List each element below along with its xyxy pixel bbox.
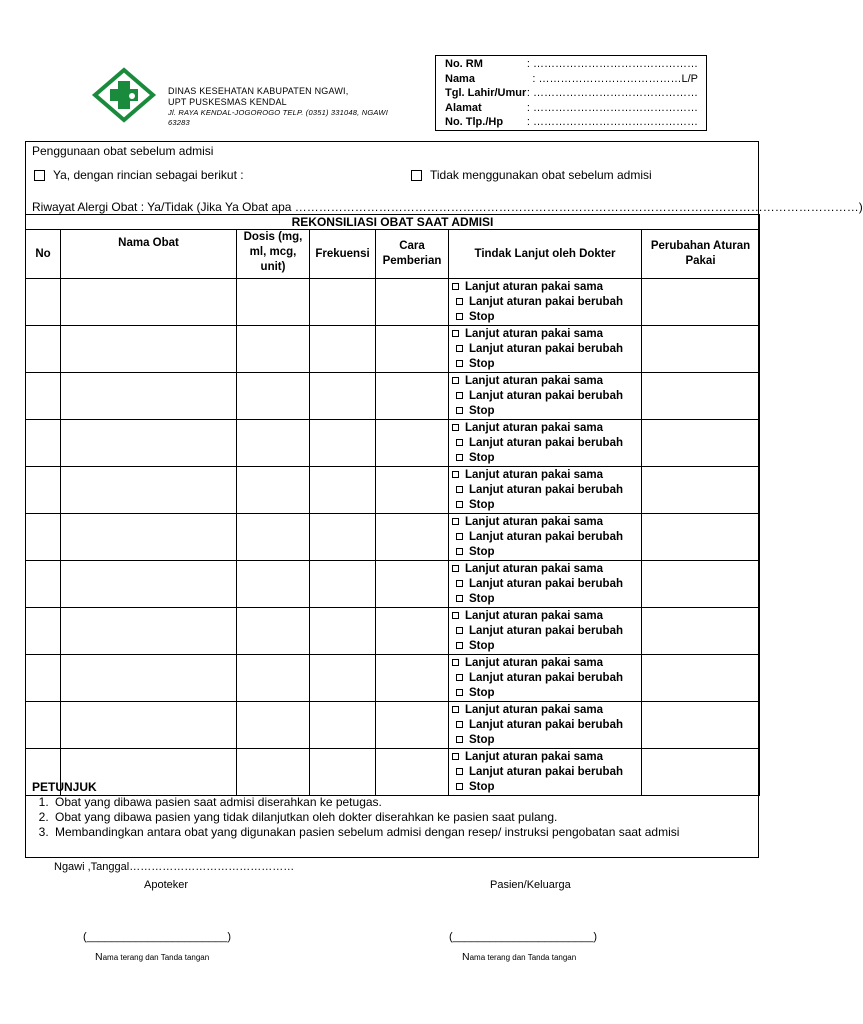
- followup-option[interactable]: [452, 483, 641, 498]
- patient-field-row: [445, 72, 698, 87]
- cell-route[interactable]: [376, 561, 449, 608]
- patient-field-row: [445, 57, 698, 72]
- caption-initial: N: [95, 951, 103, 963]
- address-line2: 63283: [168, 118, 190, 127]
- option-checkbox-icon[interactable]: [456, 627, 463, 634]
- patient-signature-line[interactable]: (_______________________): [449, 931, 598, 943]
- cell-rule-change[interactable]: [642, 514, 760, 561]
- patient-field-label: No. Tlp./Hp: [445, 116, 504, 129]
- cell-frequency[interactable]: [310, 514, 376, 561]
- followup-option[interactable]: [452, 545, 641, 560]
- cell-frequency[interactable]: [310, 561, 376, 608]
- followup-option[interactable]: [452, 624, 641, 639]
- address-line1: Jl. RAYA KENDAL-JOGOROGO TELP. (0351) 331048, NGAWI: [168, 108, 388, 117]
- followup-options: [449, 279, 641, 325]
- cell-route[interactable]: [376, 373, 449, 420]
- cell-rule-change[interactable]: [642, 373, 760, 420]
- section-title: Penggunaan obat sebelum admisi: [32, 144, 214, 158]
- followup-option[interactable]: [452, 451, 641, 466]
- followup-option[interactable]: [452, 515, 641, 530]
- cell-dose[interactable]: [237, 561, 310, 608]
- option-checkbox-icon[interactable]: [452, 424, 459, 431]
- followup-option-label: Lanjut aturan pakai berubah: [469, 484, 623, 496]
- option-checkbox-icon[interactable]: [452, 377, 459, 384]
- cell-no[interactable]: [26, 561, 61, 608]
- option-yes-label: Ya, dengan rincian sebagai berikut :: [53, 168, 244, 182]
- followup-option-label: Lanjut aturan pakai sama: [465, 375, 604, 387]
- followup-option-label: Stop: [469, 593, 495, 605]
- table-row: [26, 655, 760, 702]
- cell-rule-change[interactable]: [642, 279, 760, 326]
- followup-option[interactable]: [452, 327, 641, 342]
- cell-followup: [449, 514, 642, 561]
- followup-options: [449, 373, 641, 419]
- cell-dose[interactable]: [237, 326, 310, 373]
- cell-drug-name[interactable]: [61, 702, 237, 749]
- cell-followup: [449, 373, 642, 420]
- followup-option-label: Lanjut aturan pakai sama: [465, 422, 604, 434]
- followup-option-label: Lanjut aturan pakai sama: [465, 328, 604, 340]
- cell-dose[interactable]: [237, 420, 310, 467]
- caption-rest: ama terang dan Tanda tangan: [102, 953, 210, 962]
- followup-option-label: Stop: [469, 405, 495, 417]
- patient-field-value[interactable]: : ………………………………………: [526, 58, 698, 70]
- header-route: Cara Pemberian: [376, 230, 449, 279]
- patient-field-row: [445, 101, 698, 116]
- patient-field-value[interactable]: : …………………………………L/P: [532, 72, 698, 85]
- cell-drug-name[interactable]: [61, 467, 237, 514]
- followup-option-label: Lanjut aturan pakai sama: [465, 563, 604, 575]
- header-rule-change: Perubahan Aturan Pakai: [642, 230, 760, 279]
- cell-route[interactable]: [376, 514, 449, 561]
- cell-no[interactable]: [26, 467, 61, 514]
- cell-followup: [449, 279, 642, 326]
- pharmacist-label: Apoteker: [144, 879, 189, 891]
- table-row: [26, 373, 760, 420]
- cell-followup: [449, 608, 642, 655]
- option-checkbox-icon[interactable]: [456, 595, 463, 602]
- cell-no[interactable]: [26, 420, 61, 467]
- table-row: [26, 467, 760, 514]
- patient-field-value[interactable]: : ………………………………………: [526, 101, 698, 114]
- header-drug-name: Nama Obat: [61, 230, 237, 279]
- followup-option-label: Lanjut aturan pakai berubah: [469, 766, 623, 778]
- cell-followup: [449, 326, 642, 373]
- option-checkbox-icon[interactable]: [456, 439, 463, 446]
- followup-option-label: Lanjut aturan pakai berubah: [469, 437, 623, 449]
- instruction-item: 1. Obat yang dibawa pasien saat admisi diserahkan ke petugas.: [52, 795, 679, 810]
- option-checkbox-icon[interactable]: [456, 721, 463, 728]
- followup-option-label: Lanjut aturan pakai berubah: [469, 625, 623, 637]
- followup-option-label: Lanjut aturan pakai berubah: [469, 719, 623, 731]
- followup-option-label: Lanjut aturan pakai sama: [465, 610, 604, 622]
- cell-frequency[interactable]: [310, 326, 376, 373]
- cell-followup: [449, 420, 642, 467]
- option-no-label: Tidak menggunakan obat sebelum admisi: [430, 168, 652, 182]
- institution-line2: UPT PUSKESMAS KENDAL: [168, 97, 287, 107]
- cell-drug-name[interactable]: [61, 608, 237, 655]
- cell-route[interactable]: [376, 279, 449, 326]
- option-checkbox-icon[interactable]: [456, 392, 463, 399]
- patient-identity-box: [435, 55, 707, 131]
- cell-rule-change[interactable]: [642, 655, 760, 702]
- followup-option-label: Stop: [469, 687, 495, 699]
- followup-options: [449, 514, 641, 560]
- cell-frequency[interactable]: [310, 608, 376, 655]
- checkbox-yes[interactable]: [34, 170, 45, 181]
- institution-header: [168, 86, 388, 128]
- checkbox-no[interactable]: [411, 170, 422, 181]
- followup-option[interactable]: [452, 686, 641, 701]
- patient-signature-caption: [462, 951, 576, 963]
- table-row: [26, 279, 760, 326]
- table-row: [26, 702, 760, 749]
- table-row: [26, 514, 760, 561]
- followup-option[interactable]: [452, 609, 641, 624]
- option-checkbox-icon[interactable]: [456, 360, 463, 367]
- followup-option[interactable]: [452, 639, 641, 654]
- followup-options: [449, 420, 641, 466]
- followup-option[interactable]: [452, 718, 641, 733]
- followup-options: [449, 655, 641, 701]
- cell-dose[interactable]: [237, 373, 310, 420]
- header-followup: Tindak Lanjut oleh Dokter: [449, 230, 642, 279]
- followup-option[interactable]: [452, 436, 641, 451]
- cell-no[interactable]: [26, 655, 61, 702]
- cell-frequency[interactable]: [310, 373, 376, 420]
- followup-option[interactable]: [452, 389, 641, 404]
- option-checkbox-icon[interactable]: [456, 736, 463, 743]
- cell-route[interactable]: [376, 467, 449, 514]
- patient-field-label: Alamat: [445, 101, 482, 114]
- patient-field-label: Nama: [445, 72, 475, 85]
- option-checkbox-icon[interactable]: [456, 580, 463, 587]
- instructions-title: PETUNJUK: [32, 780, 97, 794]
- place-date: Ngawi ,Tanggal………………………………………: [54, 861, 295, 873]
- followup-option-label: Stop: [469, 452, 495, 464]
- table-row: [26, 326, 760, 373]
- cell-dose[interactable]: [237, 467, 310, 514]
- followup-option-label: Lanjut aturan pakai berubah: [469, 531, 623, 543]
- followup-option[interactable]: [452, 733, 641, 748]
- option-no[interactable]: [411, 168, 652, 182]
- followup-options: [449, 467, 641, 513]
- header-dose: Dosis (mg, ml, mcg, unit): [237, 230, 310, 279]
- patient-field-row: [445, 86, 698, 101]
- option-checkbox-icon[interactable]: [452, 565, 459, 572]
- followup-option[interactable]: [452, 703, 641, 718]
- cell-dose[interactable]: [237, 279, 310, 326]
- cell-no[interactable]: [26, 326, 61, 373]
- patient-field-label: No. RM: [445, 58, 483, 70]
- instruction-item: 2. Obat yang dibawa pasien yang tidak dilanjutkan oleh dokter diserahkan ke pasien saat pulang.: [52, 810, 679, 825]
- followup-option-label: Stop: [469, 311, 495, 323]
- cell-rule-change[interactable]: [642, 561, 760, 608]
- followup-option[interactable]: [452, 468, 641, 483]
- followup-option[interactable]: [452, 577, 641, 592]
- followup-option-label: Stop: [469, 358, 495, 370]
- followup-option[interactable]: [452, 592, 641, 607]
- cell-frequency[interactable]: [310, 702, 376, 749]
- followup-option[interactable]: [452, 498, 641, 513]
- cell-dose[interactable]: [237, 655, 310, 702]
- followup-option-label: Stop: [469, 546, 495, 558]
- patient-field-value[interactable]: : ………………………………………: [526, 116, 698, 129]
- puskesmas-logo: [94, 69, 154, 121]
- followup-option[interactable]: [452, 562, 641, 577]
- cell-dose[interactable]: [237, 608, 310, 655]
- followup-option-label: Lanjut aturan pakai sama: [465, 657, 604, 669]
- option-checkbox-icon[interactable]: [456, 642, 463, 649]
- followup-option-label: Lanjut aturan pakai sama: [465, 281, 604, 293]
- followup-options: [449, 702, 641, 748]
- cell-route[interactable]: [376, 655, 449, 702]
- option-checkbox-icon[interactable]: [456, 768, 463, 775]
- followup-option[interactable]: [452, 295, 641, 310]
- followup-option-label: Stop: [469, 781, 495, 793]
- followup-option[interactable]: [452, 656, 641, 671]
- option-checkbox-icon[interactable]: [456, 407, 463, 414]
- cell-rule-change[interactable]: [642, 420, 760, 467]
- cell-route[interactable]: [376, 420, 449, 467]
- followup-options: [449, 608, 641, 654]
- option-checkbox-icon[interactable]: [456, 689, 463, 696]
- cell-frequency[interactable]: [310, 420, 376, 467]
- followup-option-label: Lanjut aturan pakai sama: [465, 469, 604, 481]
- followup-option-label: Stop: [469, 640, 495, 652]
- option-yes[interactable]: [34, 168, 244, 182]
- option-checkbox-icon[interactable]: [456, 501, 463, 508]
- option-checkbox-icon[interactable]: [456, 548, 463, 555]
- cell-no[interactable]: [26, 608, 61, 655]
- patient-field-value[interactable]: : ………………………………………: [526, 87, 698, 100]
- followup-option[interactable]: [452, 750, 641, 765]
- followup-options: [449, 326, 641, 372]
- table-row: [26, 420, 760, 467]
- cell-followup: [449, 561, 642, 608]
- followup-option[interactable]: [452, 310, 641, 325]
- cell-rule-change[interactable]: [642, 702, 760, 749]
- cell-dose[interactable]: [237, 702, 310, 749]
- option-checkbox-icon[interactable]: [452, 283, 459, 290]
- cell-no[interactable]: [26, 702, 61, 749]
- cell-drug-name[interactable]: [61, 655, 237, 702]
- cell-drug-name[interactable]: [61, 373, 237, 420]
- cell-frequency[interactable]: [310, 279, 376, 326]
- cell-rule-change[interactable]: [642, 326, 760, 373]
- followup-option-label: Lanjut aturan pakai sama: [465, 704, 604, 716]
- cell-frequency[interactable]: [310, 467, 376, 514]
- option-checkbox-icon[interactable]: [456, 486, 463, 493]
- followup-option-label: Lanjut aturan pakai berubah: [469, 296, 623, 308]
- cell-route[interactable]: [376, 608, 449, 655]
- followup-option[interactable]: [452, 671, 641, 686]
- followup-option[interactable]: [452, 374, 641, 389]
- followup-option-label: Lanjut aturan pakai berubah: [469, 672, 623, 684]
- pharmacist-signature-caption: [95, 951, 209, 963]
- cell-drug-name[interactable]: [61, 561, 237, 608]
- caption-initial: N: [462, 951, 470, 963]
- cell-drug-name[interactable]: [61, 279, 237, 326]
- followup-option-label: Lanjut aturan pakai sama: [465, 751, 604, 763]
- header-frequency: Frekuensi: [310, 230, 376, 279]
- cell-followup: [449, 655, 642, 702]
- option-checkbox-icon[interactable]: [452, 471, 459, 478]
- cell-frequency[interactable]: [310, 655, 376, 702]
- reconciliation-table: [25, 214, 760, 796]
- cell-drug-name[interactable]: [61, 326, 237, 373]
- patient-family-label: Pasien/Keluarga: [490, 879, 571, 891]
- followup-option-label: Lanjut aturan pakai berubah: [469, 578, 623, 590]
- option-checkbox-icon[interactable]: [456, 533, 463, 540]
- cell-followup: [449, 702, 642, 749]
- option-checkbox-icon[interactable]: [452, 706, 459, 713]
- cell-route[interactable]: [376, 702, 449, 749]
- followup-option[interactable]: [452, 404, 641, 419]
- followup-option-label: Stop: [469, 499, 495, 511]
- option-checkbox-icon[interactable]: [456, 298, 463, 305]
- patient-field-label: Tgl. Lahir/Umur: [445, 87, 527, 100]
- option-checkbox-icon[interactable]: [452, 753, 459, 760]
- cell-no[interactable]: [26, 279, 61, 326]
- instruction-item: 3. Membandingkan antara obat yang digunakan pasien sebelum admisi dengan resep/ instruksi pengobatan saat admisi: [52, 825, 679, 840]
- cell-no[interactable]: [26, 373, 61, 420]
- table-row: [26, 608, 760, 655]
- followup-option[interactable]: [452, 765, 641, 780]
- cell-no[interactable]: [26, 514, 61, 561]
- followup-option[interactable]: [452, 280, 641, 295]
- cell-drug-name[interactable]: [61, 514, 237, 561]
- patient-field-row: [445, 115, 698, 130]
- option-checkbox-icon[interactable]: [456, 345, 463, 352]
- option-checkbox-icon[interactable]: [456, 674, 463, 681]
- followup-option[interactable]: [452, 357, 641, 372]
- option-checkbox-icon[interactable]: [452, 518, 459, 525]
- followup-option-label: Lanjut aturan pakai berubah: [469, 390, 623, 402]
- option-checkbox-icon[interactable]: [452, 330, 459, 337]
- cell-rule-change[interactable]: [642, 608, 760, 655]
- followup-option-label: Lanjut aturan pakai sama: [465, 516, 604, 528]
- table-title: REKONSILIASI OBAT SAAT ADMISI: [26, 215, 760, 230]
- caption-rest: ama terang dan Tanda tangan: [469, 953, 577, 962]
- followup-option[interactable]: [452, 342, 641, 357]
- header-no: No: [26, 230, 61, 279]
- followup-option-label: Stop: [469, 734, 495, 746]
- allergy-history: Riwayat Alergi Obat : Ya/Tidak (Jika Ya Obat apa ……………………………………………………………………………………………………………………………): [32, 200, 863, 214]
- followup-option[interactable]: [452, 421, 641, 436]
- instructions: [32, 780, 679, 840]
- cell-followup: [449, 467, 642, 514]
- followup-options: [449, 561, 641, 607]
- cell-dose[interactable]: [237, 514, 310, 561]
- cell-rule-change[interactable]: [642, 467, 760, 514]
- option-checkbox-icon[interactable]: [456, 454, 463, 461]
- table-row: [26, 561, 760, 608]
- cell-drug-name[interactable]: [61, 420, 237, 467]
- option-checkbox-icon[interactable]: [452, 612, 459, 619]
- followup-option[interactable]: [452, 530, 641, 545]
- followup-option-label: Lanjut aturan pakai berubah: [469, 343, 623, 355]
- cell-route[interactable]: [376, 326, 449, 373]
- institution-line1: DINAS KESEHATAN KABUPATEN NGAWI,: [168, 86, 349, 96]
- pharmacist-signature-line[interactable]: (_______________________): [83, 931, 232, 943]
- option-checkbox-icon[interactable]: [456, 313, 463, 320]
- option-checkbox-icon[interactable]: [452, 659, 459, 666]
